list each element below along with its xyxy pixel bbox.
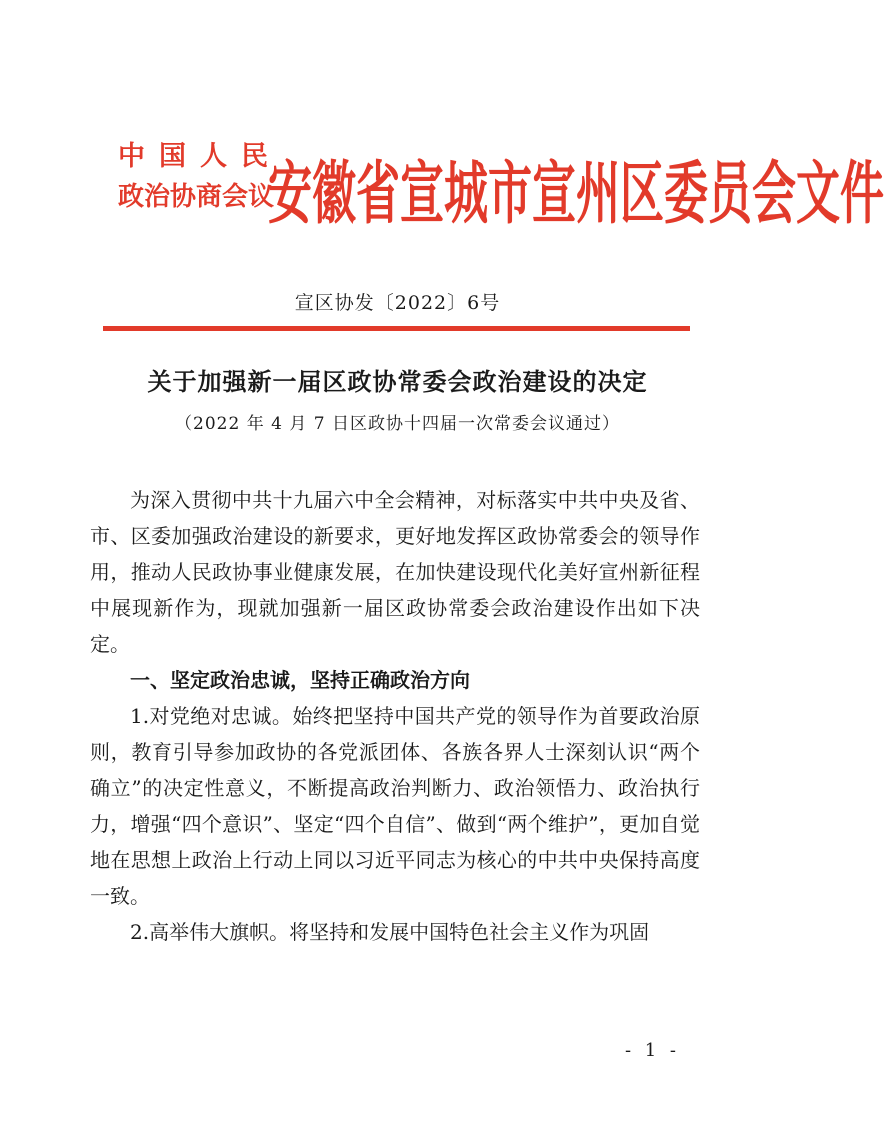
letterhead-org-line1: 中国人民 — [118, 141, 282, 172]
section-heading-1: 一、坚定政治忠诚，坚持正确政治方向 — [130, 668, 470, 692]
paragraph-item-2: 2.高举伟大旗帜。将坚持和发展中国特色社会主义作为巩固 — [130, 920, 650, 944]
letterhead — [118, 128, 884, 235]
page-number: - 1 - — [624, 1040, 680, 1061]
document-subtitle: （2022 年 4 月 7 日区政协十四届一次常委会议通过） — [175, 414, 620, 434]
letterhead-org-line2: 政治协商会议 — [118, 182, 275, 212]
document-title: 关于加强新一届区政协常委会政治建设的决定 — [147, 368, 648, 396]
red-divider — [103, 326, 690, 331]
paragraph-intro: 为深入贯彻中共十九届六中全会精神，对标落实中共中央及省、市、区委加强政治建设的新要求，更好地发挥区政协常委会的领导作用，推动人民政协事业健康发展，在加快建设现代化美好宣州新征程中展现新作为，现就加强新一届区政协常委会政治建设作出如下决定。 — [90, 488, 700, 656]
document-body — [90, 482, 700, 950]
document-number: 宣区协发〔2022〕6号 — [294, 292, 501, 314]
paragraph-item-1: 1.对党绝对忠诚。始终把坚持中国共产党的领导作为首要政治原则，教育引导参加政协的各党派团体、各族各界人士深刻认识“两个确立”的决定性意义，不断提高政治判断力、政治领悟力、政治执行力，增强“四个意识”、坚定“四个自信”、做到“两个维护”，更加自觉地在思想上政治上行动上同以习近平同志为核心的中共中央保持高度一致。 — [90, 704, 700, 908]
letterhead-org-main: 安徽省宣城市宣州区委员会文件 — [268, 155, 884, 235]
